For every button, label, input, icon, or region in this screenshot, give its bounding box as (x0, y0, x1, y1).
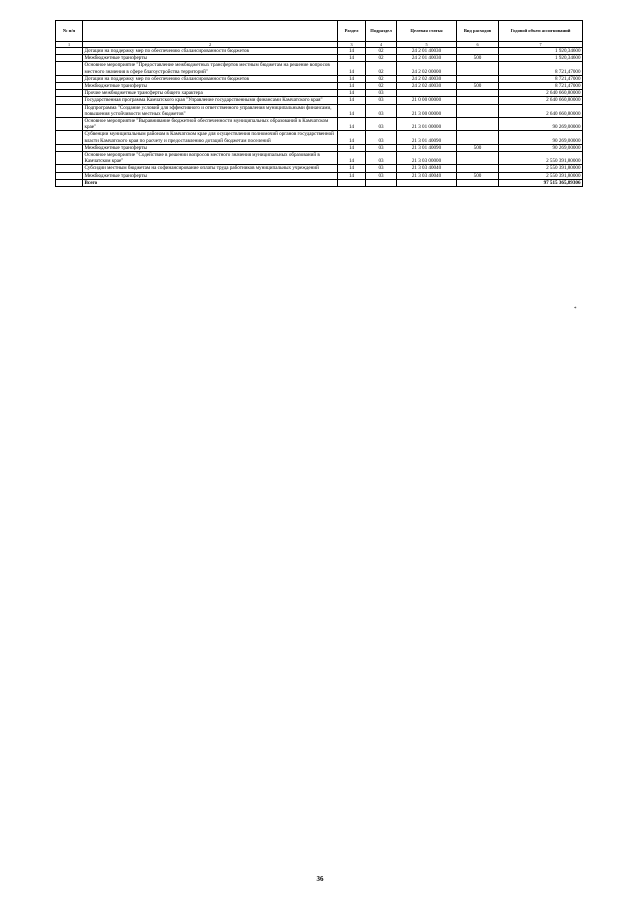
cell-name: Межбюджетные трансферты (83, 172, 338, 179)
cell-target: 24 2 02 00000 (397, 62, 457, 75)
cell-target: 21 0 00 00000 (397, 97, 457, 104)
cell-total: 2 640 660,80000 (499, 104, 583, 117)
total-expense-type (457, 179, 499, 186)
cell-subsection: 03 (366, 165, 397, 172)
column-number: 7 (499, 42, 583, 48)
header-total: Годовой объем ассигнований (499, 21, 583, 42)
cell-expense-type: 500 (457, 172, 499, 179)
cell-total: 8 721,47000 (499, 83, 583, 90)
total-section (338, 179, 366, 186)
total-target (397, 179, 457, 186)
page-number: 36 (316, 875, 324, 883)
table-row (56, 165, 583, 172)
cell-num (56, 131, 83, 144)
table-row (56, 90, 583, 97)
cell-num (56, 172, 83, 179)
cell-total: 2 550 391,80000 (499, 172, 583, 179)
cell-total: 90 269,00000 (499, 131, 583, 144)
cell-name: Межбюджетные трансферты (83, 83, 338, 90)
table-row (56, 152, 583, 165)
cell-expense-type (457, 165, 499, 172)
cell-total: 8 721,47000 (499, 62, 583, 75)
table-row (56, 62, 583, 75)
column-number: 3 (338, 42, 366, 48)
cell-section: 14 (338, 104, 366, 117)
cell-section: 14 (338, 83, 366, 90)
cell-name: Субсидии местным бюджетам на софинансирование оплаты труда работников муниципальных учреждений (83, 165, 338, 172)
table-row (56, 131, 583, 144)
cell-total: 90 269,00000 (499, 118, 583, 131)
cell-target: 21 3 01 00000 (397, 118, 457, 131)
table-row (56, 83, 583, 90)
table-row (56, 104, 583, 117)
cell-num (56, 62, 83, 75)
cell-subsection: 02 (366, 48, 397, 55)
table-body (56, 48, 583, 180)
cell-target: 21 3 03 40040 (397, 172, 457, 179)
cell-section: 14 (338, 90, 366, 97)
cell-name: Основное мероприятие "Содействие в решении вопросов местного значения муниципальных образований в Камчатском крае" (83, 152, 338, 165)
cell-expense-type (457, 131, 499, 144)
cell-target: 21 3 03 40040 (397, 165, 457, 172)
cell-section: 14 (338, 55, 366, 62)
cell-name: Межбюджетные трансферты (83, 144, 338, 151)
cell-name: Дотации на поддержку мер по обеспечению сбалансированности бюджетов (83, 48, 338, 55)
cell-subsection: 03 (366, 172, 397, 179)
cell-target: 24 2 01 40030 (397, 48, 457, 55)
cell-section: 14 (338, 131, 366, 144)
header-row (56, 21, 583, 42)
total-num (56, 179, 83, 186)
total-label: Всего (83, 179, 338, 186)
cell-expense-type (457, 75, 499, 82)
cell-section: 14 (338, 48, 366, 55)
cell-subsection: 03 (366, 152, 397, 165)
cell-num (56, 104, 83, 117)
cell-subsection: 03 (366, 97, 397, 104)
table-row (56, 75, 583, 82)
cell-num (56, 144, 83, 151)
cell-target: 24 2 02 40030 (397, 75, 457, 82)
header-expense-type: Вид расходов (457, 21, 499, 42)
cell-target: 21 3 00 00000 (397, 104, 457, 117)
header-section: Раздел (338, 21, 366, 42)
cell-subsection: 02 (366, 83, 397, 90)
cell-section: 14 (338, 75, 366, 82)
header-subsection: Подраздел (366, 21, 397, 42)
cell-total: 8 721,47000 (499, 75, 583, 82)
cell-expense-type (457, 97, 499, 104)
cell-expense-type (457, 104, 499, 117)
cell-target: 24 2 01 40030 (397, 55, 457, 62)
column-number: 1 (56, 42, 83, 48)
cell-name: Основное мероприятие "Выравнивание бюджетной обеспеченности муниципальных образований в Камчатском крае" (83, 118, 338, 131)
cell-subsection: 03 (366, 131, 397, 144)
column-number: 4 (366, 42, 397, 48)
table-row (56, 144, 583, 151)
cell-subsection: 02 (366, 75, 397, 82)
cell-num (56, 48, 83, 55)
header-name (83, 21, 338, 42)
cell-total: 2 640 660,80000 (499, 97, 583, 104)
cell-section: 14 (338, 144, 366, 151)
cell-name: Основное мероприятие "Предоставление межбюджетных трансфертов местным бюджетам на решение вопросов местного значения в сфере благоустройства территорий" (83, 62, 338, 75)
cell-section: 14 (338, 172, 366, 179)
cell-num (56, 83, 83, 90)
column-number: 5 (397, 42, 457, 48)
footnote-mark: * (574, 307, 577, 312)
cell-section: 14 (338, 118, 366, 131)
cell-section: 14 (338, 165, 366, 172)
cell-expense-type (457, 90, 499, 97)
cell-total: 90 269,00000 (499, 144, 583, 151)
cell-section: 14 (338, 97, 366, 104)
cell-expense-type (457, 48, 499, 55)
cell-total: 2 550 391,80000 (499, 165, 583, 172)
cell-expense-type: 500 (457, 83, 499, 90)
cell-num (56, 97, 83, 104)
column-number: 6 (457, 42, 499, 48)
cell-num (56, 118, 83, 131)
column-number: 2 (83, 42, 338, 48)
cell-expense-type: 500 (457, 144, 499, 151)
budget-table (55, 20, 583, 187)
cell-target (397, 90, 457, 97)
cell-num (56, 90, 83, 97)
cell-name: Подпрограмма "Создание условий для эффективного и ответственного управления муниципальными финансами, повышения устойчивости местных бюджетов" (83, 104, 338, 117)
cell-expense-type: 500 (457, 55, 499, 62)
table-row (56, 172, 583, 179)
cell-section: 14 (338, 62, 366, 75)
total-row (56, 179, 583, 186)
cell-num (56, 165, 83, 172)
cell-expense-type (457, 152, 499, 165)
cell-subsection: 03 (366, 104, 397, 117)
cell-target: 21 3 01 40090 (397, 131, 457, 144)
cell-total: 2 550 391,80000 (499, 152, 583, 165)
table-row (56, 118, 583, 131)
cell-subsection: 02 (366, 55, 397, 62)
cell-num (56, 55, 83, 62)
cell-name: Государственная программа Камчатского края "Управление государственными финансами Камчатского края" (83, 97, 338, 104)
cell-name: Прочие межбюджетные трансферты общего характера (83, 90, 338, 97)
total-subsection (366, 179, 397, 186)
cell-total: 1 920,34600 (499, 48, 583, 55)
cell-name: Субвенции муниципальным районам в Камчатском крае для осуществления полномочий органов государственной власти Камчатского края по расчету и предоставлению дотаций бюджетам поселений (83, 131, 338, 144)
table-row (56, 55, 583, 62)
cell-subsection: 02 (366, 62, 397, 75)
cell-section: 14 (338, 152, 366, 165)
total-value: 97 515 365,89306 (499, 179, 583, 186)
cell-target: 21 3 03 00000 (397, 152, 457, 165)
cell-num (56, 152, 83, 165)
cell-target: 21 3 01 40090 (397, 144, 457, 151)
header-target: Целевая статья (397, 21, 457, 42)
cell-name: Дотации на поддержку мер по обеспечению сбалансированности бюджетов (83, 75, 338, 82)
cell-expense-type (457, 118, 499, 131)
cell-total: 1 920,34600 (499, 55, 583, 62)
cell-subsection: 03 (366, 144, 397, 151)
cell-num (56, 75, 83, 82)
table-row (56, 48, 583, 55)
cell-total: 2 640 660,80000 (499, 90, 583, 97)
table-row (56, 97, 583, 104)
header-num: № п/п (56, 21, 83, 42)
cell-expense-type (457, 62, 499, 75)
cell-subsection: 03 (366, 118, 397, 131)
cell-subsection: 03 (366, 90, 397, 97)
cell-target: 24 2 02 40030 (397, 83, 457, 90)
cell-name: Межбюджетные трансферты (83, 55, 338, 62)
